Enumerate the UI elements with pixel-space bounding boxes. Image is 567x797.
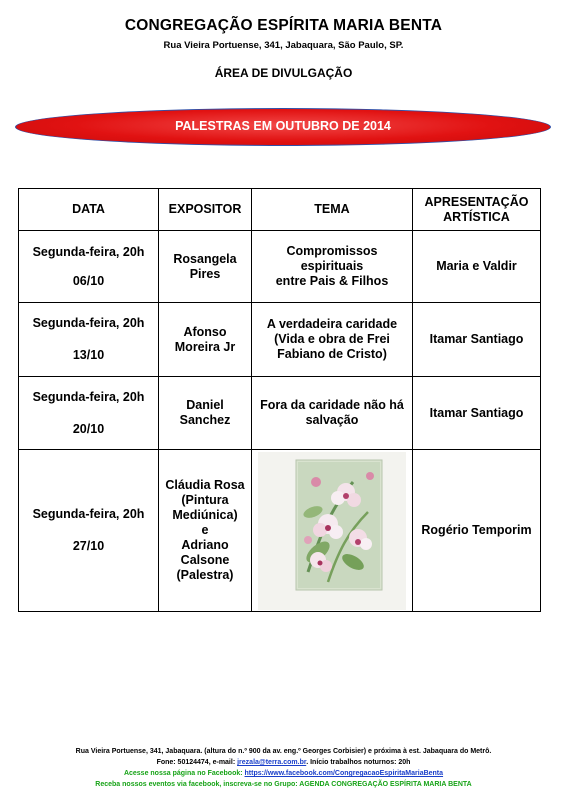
facebook-link[interactable]: https://www.facebook.com/CongregacaoEspiritaMariaBenta xyxy=(244,770,444,777)
header-artistic-line2: ARTÍSTICA xyxy=(443,209,510,224)
table-header-row xyxy=(19,189,541,231)
header-theme: TEMA xyxy=(252,189,413,231)
artist-cell: Rogério Temporim xyxy=(413,450,541,612)
theme-line: Compromissos espirituais xyxy=(286,244,378,273)
footer-facebook-text: Acesse nossa página no Facebook: xyxy=(123,770,245,777)
schedule-table xyxy=(18,188,541,612)
footer-hours-text: . Início trabalhos noturnos: 20h xyxy=(306,759,411,766)
footer-facebook xyxy=(0,769,567,779)
table-row xyxy=(19,231,541,303)
theme-cell xyxy=(252,377,413,450)
speaker-cell xyxy=(159,377,252,450)
banner-oval xyxy=(15,108,551,146)
speaker-line: Sanchez xyxy=(179,413,231,427)
speaker-line: (Palestra) xyxy=(176,568,234,582)
speaker-line: Pires xyxy=(189,266,221,281)
footer-contact xyxy=(0,758,567,768)
artist-cell: Itamar Santiago xyxy=(413,303,541,377)
date-value: 06/10 xyxy=(72,273,105,288)
speaker-line: Calsone xyxy=(180,553,230,567)
flower-painting-image xyxy=(258,452,406,610)
footer-group: Receba nossos eventos via facebook, inscreva-se no Grupo: AGENDA CONGREGAÇÃO ESPÍRITA MARIA BENTA xyxy=(95,781,472,788)
speaker-cell xyxy=(159,303,252,377)
footer-address: Rua Vieira Portuense, 341, Jabaquara. (altura do n.º 900 da av. eng.º Georges Corbisier) e próxima à est. Jabaquara do Metrô. xyxy=(75,748,492,755)
date-cell xyxy=(19,231,159,303)
footer-phone-text: Fone: 50124474, e-mail: xyxy=(156,759,238,766)
weekday-time: Segunda-feira, 20h xyxy=(32,316,145,330)
artist-cell: Maria e Valdir xyxy=(413,231,541,303)
area-heading: ÁREA DE DIVULGAÇÃO xyxy=(214,66,353,80)
weekday-time: Segunda-feira, 20h xyxy=(32,507,145,521)
speaker-line: Mediúnica) xyxy=(172,508,238,522)
theme-line: salvação xyxy=(305,413,359,427)
table-row xyxy=(19,450,541,612)
speaker-line: Moreira Jr xyxy=(174,339,236,354)
speaker-line: Afonso xyxy=(183,324,227,339)
speaker-line: (Pintura xyxy=(181,493,229,507)
weekday-time: Segunda-feira, 20h xyxy=(32,244,145,259)
theme-cell xyxy=(252,450,413,612)
date-value: 27/10 xyxy=(72,539,105,553)
table-row xyxy=(19,303,541,377)
theme-cell xyxy=(252,231,413,303)
banner-text: PALESTRAS EM OUTUBRO DE 2014 xyxy=(175,119,391,133)
date-value: 13/10 xyxy=(72,348,105,362)
theme-line: (Vida e obra de Frei xyxy=(274,332,390,346)
speaker-line: Rosangela xyxy=(173,251,237,266)
weekday-time: Segunda-feira, 20h xyxy=(32,389,145,404)
header-speaker: EXPOSITOR xyxy=(159,189,252,231)
theme-line: entre Pais & Filhos xyxy=(275,274,389,288)
date-cell xyxy=(19,303,159,377)
date-cell xyxy=(19,377,159,450)
theme-cell xyxy=(252,303,413,377)
header-artistic xyxy=(413,189,541,231)
table-row xyxy=(19,377,541,450)
date-value: 20/10 xyxy=(72,421,105,436)
date-cell xyxy=(19,450,159,612)
speaker-line: Daniel xyxy=(186,398,224,412)
theme-line: Fora da caridade não há xyxy=(260,398,404,412)
speaker-line: Adriano xyxy=(181,538,229,552)
speaker-cell xyxy=(159,450,252,612)
theme-line: Fabiano de Cristo) xyxy=(277,347,387,361)
speaker-line: Cláudia Rosa xyxy=(165,478,245,492)
header-address: Rua Vieira Portuense, 341, Jabaquara, São Paulo, SP. xyxy=(163,40,404,51)
speaker-line: e xyxy=(201,523,209,537)
speaker-cell xyxy=(159,231,252,303)
header-date: DATA xyxy=(19,189,159,231)
header-title: CONGREGAÇÃO ESPÍRITA MARIA BENTA xyxy=(124,17,443,34)
artist-cell: Itamar Santiago xyxy=(413,377,541,450)
header-artistic-line1: APRESENTAÇÃO xyxy=(424,194,529,209)
email-link[interactable]: jrezala@terra.com.br xyxy=(237,759,307,766)
theme-line: A verdadeira caridade xyxy=(266,317,398,331)
